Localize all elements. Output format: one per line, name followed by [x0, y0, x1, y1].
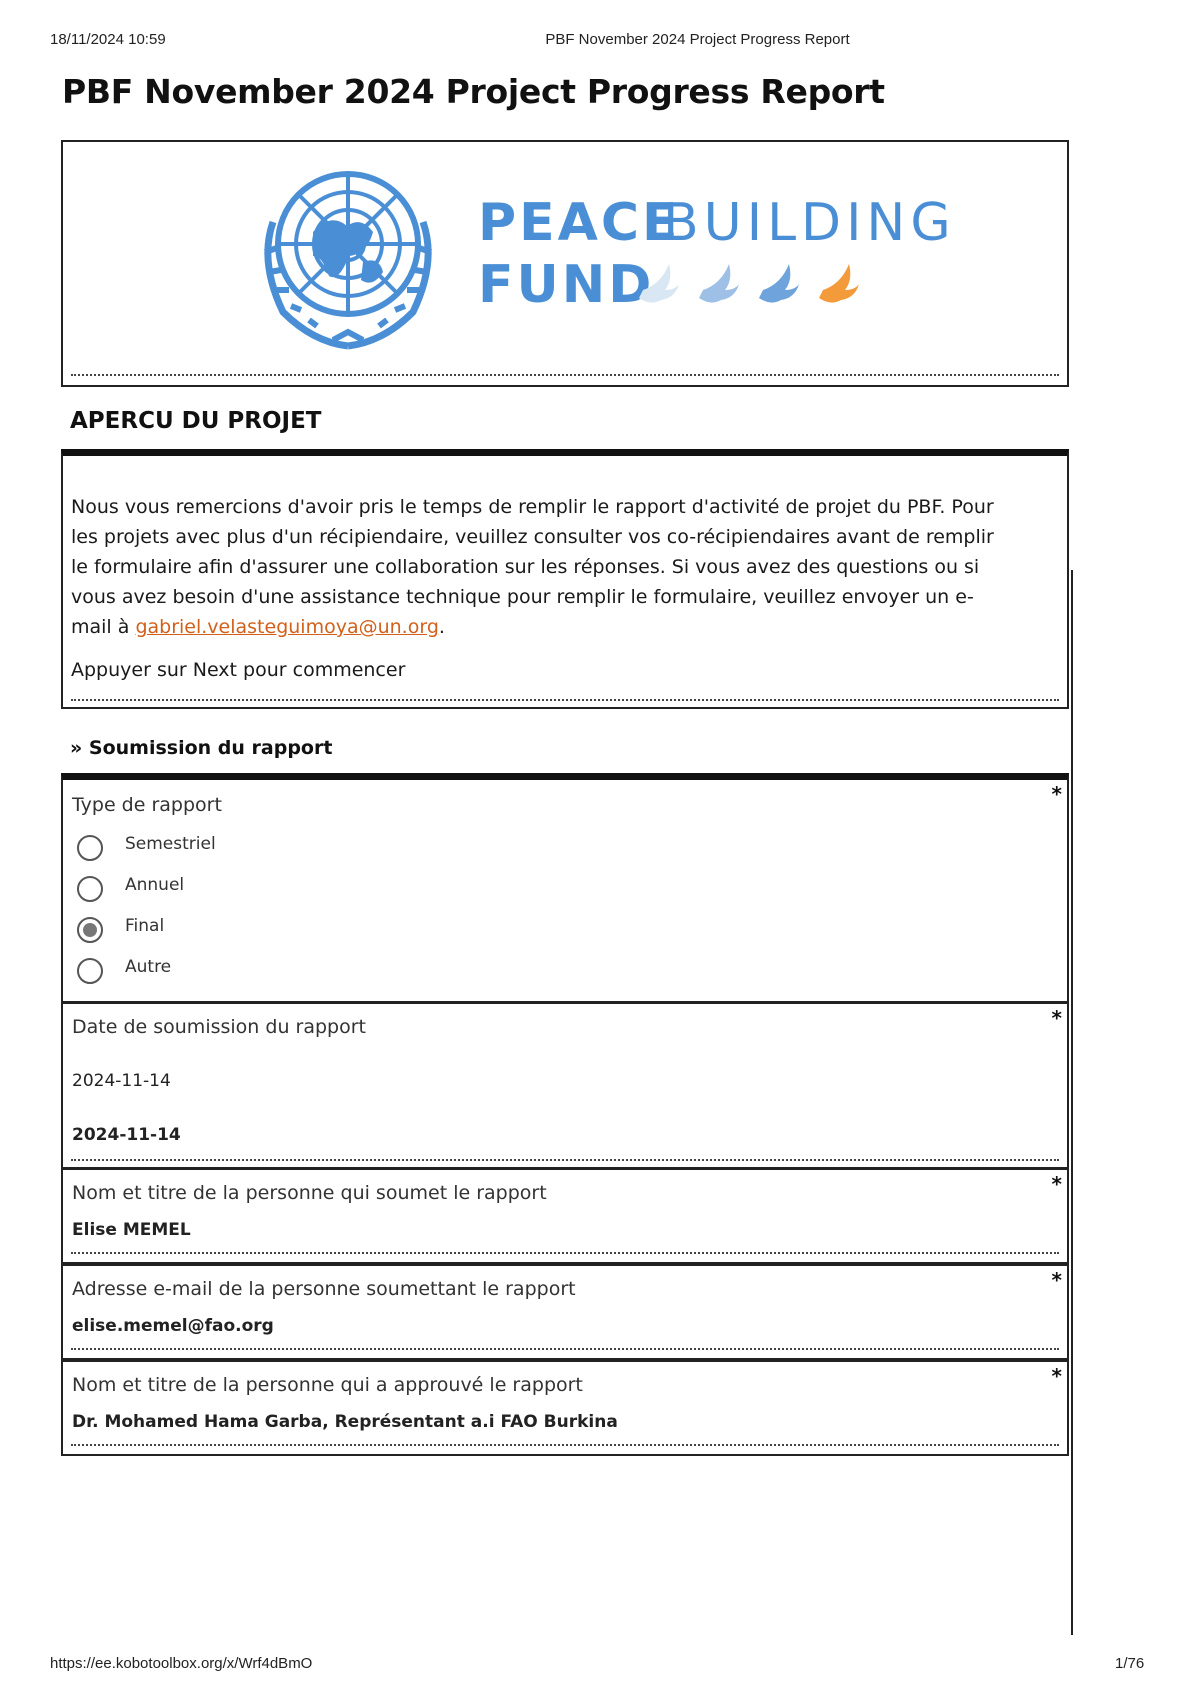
radio-option-annuel[interactable]: Annuel [77, 874, 377, 904]
submission-section-title: » Soumission du rapport [70, 737, 333, 759]
logo-building-text: BUILDING [663, 193, 956, 253]
submission-date-question [61, 1001, 1069, 1171]
submitter-email-answer: elise.memel@fao.org [72, 1316, 274, 1336]
required-marker: * [1051, 1364, 1062, 1388]
overview-panel [61, 449, 1069, 709]
required-marker: * [1051, 1006, 1062, 1030]
page-title: PBF November 2024 Project Progress Report [62, 72, 885, 111]
logo-panel [61, 140, 1069, 387]
required-marker: * [1051, 1268, 1062, 1292]
submitter-name-label: Nom et titre de la personne qui soumet le rapport [72, 1182, 547, 1204]
approver-name-question [61, 1359, 1069, 1456]
report-type-question [61, 773, 1069, 1009]
radio-option-autre[interactable]: Autre [77, 956, 377, 986]
report-type-label: Type de rapport [72, 794, 222, 816]
print-doc-title: PBF November 2024 Project Progress Report [545, 31, 850, 48]
submitter-email-question [61, 1263, 1069, 1360]
approver-name-answer: Dr. Mohamed Hama Garba, Représentant a.i FAO Burkina [72, 1412, 618, 1432]
page-right-rule [1071, 570, 1073, 1635]
un-emblem-icon [265, 174, 431, 346]
print-datetime: 18/11/2024 10:59 [50, 31, 166, 48]
required-marker: * [1051, 782, 1062, 806]
peacebuilding-fund-logo [213, 162, 973, 357]
submission-date-label: Date de soumission du rapport [72, 1016, 366, 1038]
logo-peace-text: PEACE [478, 193, 681, 253]
logo-fund-text: FUND [478, 255, 655, 315]
overview-text: Nous vous remercions d'avoir pris le temps de remplir le rapport d'activité de projet du PBF. Pour les projets avec plus d'un récipiendaire, veuillez consulter vos co-récipiendaires avant de remplir le formulaire afin d'assurer une collaboration sur les réponses. Si vous avez des questions ou si vous avez besoin d'une assistance technique pour remplir le formulaire, veuillez envoyer un e-mail à gabriel.velasteguimoya@un.org. [71, 496, 994, 638]
support-email-link[interactable]: gabriel.velasteguimoya@un.org [135, 616, 439, 638]
radio-button-selected[interactable] [77, 917, 103, 943]
radio-button[interactable] [77, 876, 103, 902]
submitter-name-question [61, 1167, 1069, 1264]
print-url: https://ee.kobotoolbox.org/x/Wrf4dBmO [50, 1655, 313, 1672]
approver-name-label: Nom et titre de la personne qui a approuvé le rapport [72, 1374, 583, 1396]
submission-date-answer: 2024-11-14 [72, 1125, 181, 1145]
dotted-separator [71, 1252, 1059, 1254]
submission-date-input-value[interactable]: 2024-11-14 [72, 1071, 171, 1091]
dotted-separator [71, 699, 1059, 701]
submitter-email-label: Adresse e-mail de la personne soumettant le rapport [72, 1278, 576, 1300]
radio-button[interactable] [77, 835, 103, 861]
print-page-number: 1/76 [1115, 1655, 1145, 1672]
dotted-separator [71, 1159, 1059, 1161]
dotted-separator [71, 1348, 1059, 1350]
submitter-name-answer: Elise MEMEL [72, 1220, 191, 1240]
required-marker: * [1051, 1172, 1062, 1196]
dotted-separator [71, 1444, 1059, 1446]
overview-title: APERCU DU PROJET [70, 408, 322, 434]
radio-option-final[interactable]: Final [77, 915, 377, 945]
radio-button[interactable] [77, 958, 103, 984]
next-instruction: Appuyer sur Next pour commencer [71, 659, 406, 681]
dotted-separator [71, 374, 1059, 376]
radio-option-semestriel[interactable]: Semestriel [77, 833, 377, 863]
doves-icon [639, 264, 859, 303]
